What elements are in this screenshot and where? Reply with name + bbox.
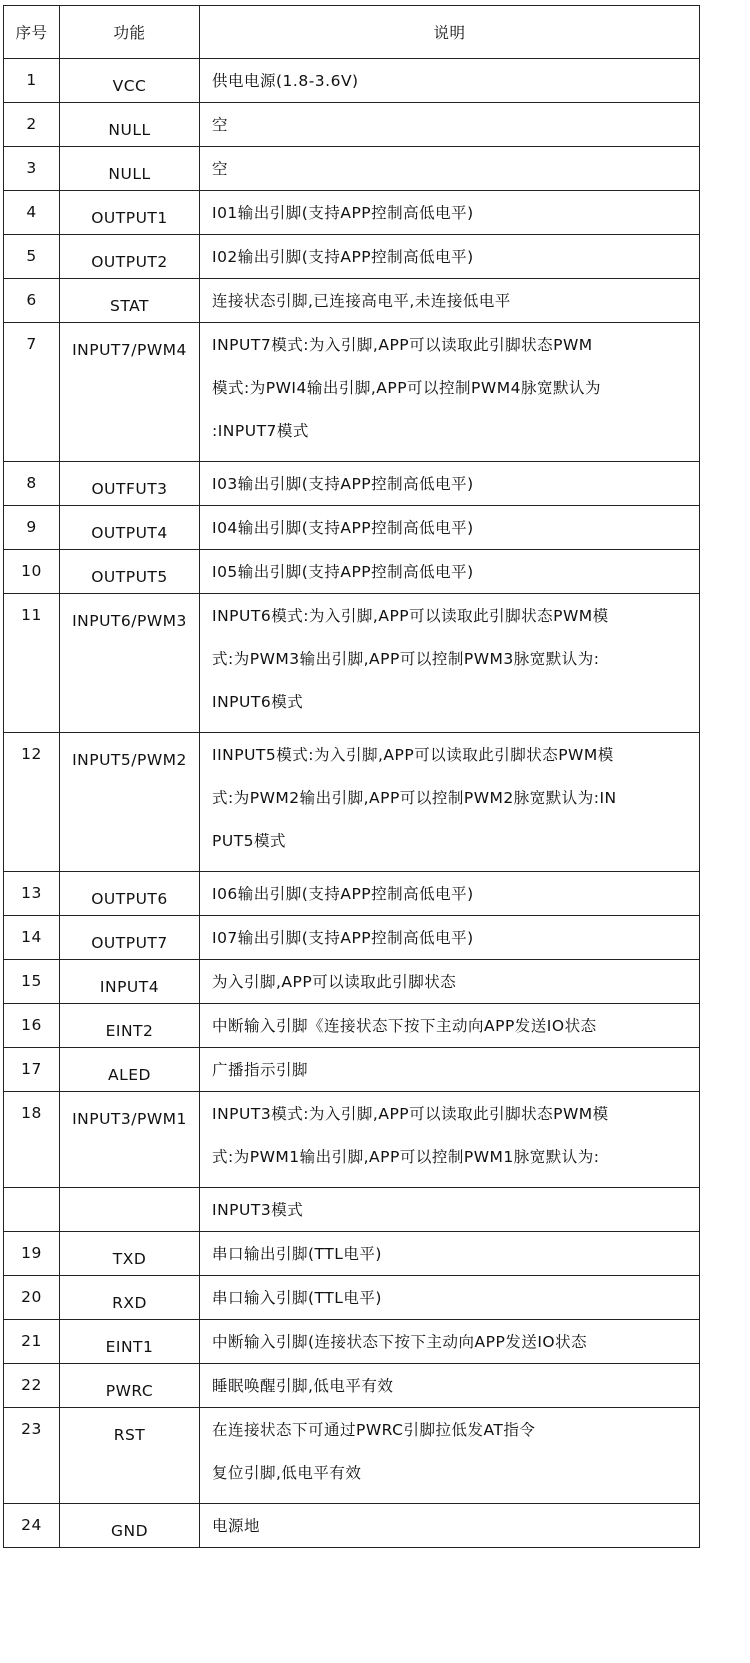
pin-function: OUTPUT5 (60, 550, 200, 594)
pin-description (200, 1364, 700, 1408)
description-line: 串口输出引脚(TTL电平) (212, 1245, 382, 1263)
description-line: 在连接状态下可通过PWRC引脚拉低发AT指令 (212, 1421, 536, 1439)
description-line: INPUT3模式:为入引脚,APP可以读取此引脚状态PWM模 (212, 1105, 609, 1123)
pin-function: OUTPUT1 (60, 191, 200, 235)
table-row (4, 916, 700, 960)
pin-number: 19 (4, 1232, 60, 1276)
table-row (4, 960, 700, 1004)
description-line: 中断输入引脚《连接状态下按下主动向APP发送IO状态 (212, 1017, 597, 1035)
pin-number: 10 (4, 550, 60, 594)
pin-description (200, 1188, 700, 1232)
description-line: 为入引脚,APP可以读取此引脚状态 (212, 973, 457, 991)
description-line: INPUT3模式 (212, 1201, 304, 1219)
table-row (4, 1364, 700, 1408)
pin-function: EINT1 (60, 1320, 200, 1364)
description-line: I07输出引脚(支持APP控制高低电平) (212, 929, 474, 947)
pin-function: RST (60, 1408, 200, 1504)
description-line: :INPUT7模式 (212, 422, 309, 440)
pin-number (4, 1188, 60, 1232)
table-row (4, 1004, 700, 1048)
pin-description (200, 1408, 700, 1504)
description-line: 空 (212, 116, 229, 134)
table-row (4, 550, 700, 594)
pin-description (200, 1276, 700, 1320)
pin-function: TXD (60, 1232, 200, 1276)
pin-number: 6 (4, 279, 60, 323)
pin-number: 12 (4, 733, 60, 872)
description-line: 复位引脚,低电平有效 (212, 1464, 362, 1482)
pin-number: 16 (4, 1004, 60, 1048)
description-line: INPUT6模式:为入引脚,APP可以读取此引脚状态PWM模 (212, 607, 609, 625)
pin-number: 9 (4, 506, 60, 550)
table-body (4, 59, 700, 1548)
pin-function: GND (60, 1504, 200, 1548)
table-row (4, 1232, 700, 1276)
pin-function: PWRC (60, 1364, 200, 1408)
description-line: 广播指示引脚 (212, 1061, 309, 1079)
pin-description (200, 462, 700, 506)
header-desc: 说明 (200, 6, 700, 59)
pin-number: 22 (4, 1364, 60, 1408)
pin-number: 23 (4, 1408, 60, 1504)
table-row (4, 279, 700, 323)
table-row (4, 1092, 700, 1188)
pin-description (200, 1004, 700, 1048)
pin-description (200, 1048, 700, 1092)
pin-function: INPUT5/PWM2 (60, 733, 200, 872)
description-line: 空 (212, 160, 229, 178)
pin-description (200, 1504, 700, 1548)
pin-number: 11 (4, 594, 60, 733)
table-row (4, 1504, 700, 1548)
pin-number: 13 (4, 872, 60, 916)
description-line: 睡眠唤醒引脚,低电平有效 (212, 1377, 394, 1395)
pin-number: 20 (4, 1276, 60, 1320)
pin-description (200, 550, 700, 594)
table-row (4, 1408, 700, 1504)
pin-function: VCC (60, 59, 200, 103)
description-line: IINPUT5模式:为入引脚,APP可以读取此引脚状态PWM模 (212, 746, 614, 764)
pin-number: 5 (4, 235, 60, 279)
pin-function: INPUT3/PWM1 (60, 1092, 200, 1188)
pin-number: 14 (4, 916, 60, 960)
pin-description (200, 1092, 700, 1188)
pin-number: 21 (4, 1320, 60, 1364)
table-row (4, 59, 700, 103)
pin-description (200, 1320, 700, 1364)
description-line: I01输出引脚(支持APP控制高低电平) (212, 204, 474, 222)
description-line: 式:为PWM2输出引脚,APP可以控制PWM2脉宽默认为:IN (212, 789, 617, 807)
table-row (4, 1188, 700, 1232)
pin-description (200, 103, 700, 147)
description-line: INPUT6模式 (212, 693, 304, 711)
pin-number: 2 (4, 103, 60, 147)
description-line: 中断输入引脚(连接状态下按下主动向APP发送IO状态 (212, 1333, 588, 1351)
table-row (4, 733, 700, 872)
table-row (4, 103, 700, 147)
pin-description (200, 235, 700, 279)
pin-function: OUTPUT2 (60, 235, 200, 279)
pin-function: OUTPUT7 (60, 916, 200, 960)
pin-description (200, 506, 700, 550)
pin-number: 24 (4, 1504, 60, 1548)
pin-number: 7 (4, 323, 60, 462)
pin-function: EINT2 (60, 1004, 200, 1048)
description-line: PUT5模式 (212, 832, 287, 850)
pin-number: 17 (4, 1048, 60, 1092)
pin-function: ALED (60, 1048, 200, 1092)
pin-description (200, 872, 700, 916)
header-no: 序号 (4, 6, 60, 59)
pin-function: INPUT4 (60, 960, 200, 1004)
pin-function: INPUT6/PWM3 (60, 594, 200, 733)
table-row (4, 1048, 700, 1092)
pin-function: INPUT7/PWM4 (60, 323, 200, 462)
pin-function: OUTPUT4 (60, 506, 200, 550)
pin-description (200, 191, 700, 235)
pin-description (200, 960, 700, 1004)
pin-description (200, 279, 700, 323)
pin-function (60, 1188, 200, 1232)
description-line: 式:为PWM3输出引脚,APP可以控制PWM3脉宽默认为: (212, 650, 600, 668)
description-line: 模式:为PWI4输出引脚,APP可以控制PWM4脉宽默认为 (212, 379, 601, 397)
table-row (4, 191, 700, 235)
description-line: I04输出引脚(支持APP控制高低电平) (212, 519, 474, 537)
description-line: I02输出引脚(支持APP控制高低电平) (212, 248, 474, 266)
description-line: INPUT7模式:为入引脚,APP可以读取此引脚状态PWM (212, 336, 593, 354)
pin-function: OUTPUT6 (60, 872, 200, 916)
pin-number: 8 (4, 462, 60, 506)
description-line: I06输出引脚(支持APP控制高低电平) (212, 885, 474, 903)
description-line: 串口输入引脚(TTL电平) (212, 1289, 382, 1307)
table-row (4, 1320, 700, 1364)
pin-number: 15 (4, 960, 60, 1004)
pin-function: STAT (60, 279, 200, 323)
pin-function: RXD (60, 1276, 200, 1320)
header-func: 功能 (60, 6, 200, 59)
description-line: 式:为PWM1输出引脚,APP可以控制PWM1脉宽默认为: (212, 1148, 600, 1166)
table-row (4, 323, 700, 462)
pin-function: NULL (60, 147, 200, 191)
table-row (4, 506, 700, 550)
table-row (4, 594, 700, 733)
description-line: 电源地 (212, 1517, 261, 1535)
description-line: 连接状态引脚,已连接高电平,未连接低电平 (212, 292, 511, 310)
table-row (4, 872, 700, 916)
pin-description (200, 323, 700, 462)
description-line: 供电电源(1.8-3.6V) (212, 72, 359, 90)
description-line: I03输出引脚(支持APP控制高低电平) (212, 475, 474, 493)
pin-description (200, 1232, 700, 1276)
pin-table (3, 5, 700, 1548)
pin-number: 1 (4, 59, 60, 103)
pin-description (200, 594, 700, 733)
description-line: I05输出引脚(支持APP控制高低电平) (212, 563, 474, 581)
pin-description (200, 916, 700, 960)
pin-function: NULL (60, 103, 200, 147)
pin-number: 3 (4, 147, 60, 191)
header-row (4, 6, 700, 59)
table-row (4, 1276, 700, 1320)
pin-number: 4 (4, 191, 60, 235)
table-row (4, 235, 700, 279)
pin-description (200, 147, 700, 191)
pin-function: OUTFUT3 (60, 462, 200, 506)
pin-number: 18 (4, 1092, 60, 1188)
table-row (4, 462, 700, 506)
pin-description (200, 733, 700, 872)
pin-description (200, 59, 700, 103)
table-row (4, 147, 700, 191)
